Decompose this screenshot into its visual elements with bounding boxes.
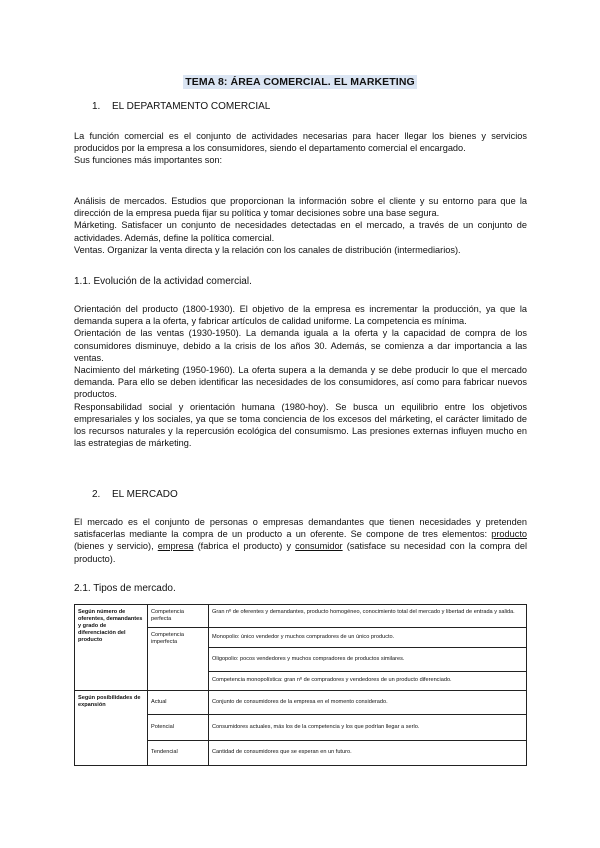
function-item: Márketing. Satisfacer un conjunto de necesidades detectadas en el mercado, a través de un conjunto de actividades. Además, define la política comercial. (74, 220, 527, 243)
element-consumidor: consumidor (295, 541, 343, 552)
page-title: TEMA 8: ÁREA COMERCIAL. EL MARKETING (185, 76, 415, 88)
subsection-1-1-heading: 1.1. Evolución de la actividad comercial. (74, 276, 252, 287)
table-label-cell: Potencial (148, 715, 209, 741)
table-label-cell: Competencia imperfecta (148, 628, 209, 691)
table-label-cell: Actual (148, 691, 209, 715)
element-empresa: empresa (157, 541, 194, 552)
table-desc-cell: Monopolio: único vendedor y muchos compradores de un único producto. (209, 628, 527, 648)
table-desc-cell: Cantidad de consumidores que se esperan en un futuro. (209, 741, 527, 766)
element-producto: producto (491, 529, 527, 540)
functions-lead: Sus funciones más importantes son: (74, 155, 223, 166)
table-desc-cell: Competencia monopolística: gran nº de compradores y vendedores de un producto diferenciado. (209, 672, 527, 691)
market-types-table (74, 604, 527, 766)
table-row (75, 691, 527, 715)
table-desc-cell: Oligopolio: pocos vendedores y muchos compradores de productos similares. (209, 648, 527, 672)
table-group-cell: Según número de oferentes, demandantes y grado de diferenciación del producto (75, 605, 148, 691)
table-desc-cell: Conjunto de consumidores de la empresa en el momento considerado. (209, 691, 527, 715)
section-2-heading (92, 489, 178, 500)
functions-list (74, 195, 527, 256)
section-1-heading (92, 101, 270, 112)
intro-block (74, 130, 527, 167)
section-2-title: EL MERCADO (112, 489, 178, 500)
table-desc-cell: Gran nº de oferentes y demandantes, producto homogéneo, conocimiento total del mercado y libertad de entrada y salida. (209, 605, 527, 628)
subsection-2-1-heading: 2.1. Tipos de mercado. (74, 583, 176, 594)
section-1-number: 1. (92, 101, 101, 112)
function-item: Análisis de mercados. Estudios que proporcionan la información sobre el cliente y su entorno para que la dirección de la empresa pueda fijar su política y tomar decisiones sobre una base segura. (74, 196, 527, 219)
evolution-list (74, 303, 527, 449)
evolution-item: Orientación de las ventas (1930-1950). La demanda iguala a la oferta y la capacidad de compra de los consumidores disminuye, debido a la crisis de los años 30. Además, se comienza a dar importancia a las ventas. (74, 328, 527, 363)
section-2-number: 2. (92, 489, 101, 500)
evolution-item: Responsabilidad social y orientación humana (1980-hoy). Se busca un equilibrio entre los objetivos empresariales y los sociales, ya que se toma conciencia de los excesos del márketing, el carácter limitado de los recursos naturales y la repercusión ecológica del consumismo. Las presiones externas influyen mucho en las estrategias de márketing. (74, 401, 527, 449)
table-label-cell: Competencia perfecta (148, 605, 209, 628)
evolution-item: Nacimiento del márketing (1950-1960). La oferta supera a la demanda y se debe producir lo que el mercado demanda. Para ello se deben identificar las necesidades de los consumidores, así como para fabricar nuevos productos. (74, 365, 527, 400)
table-label-cell: Tendencial (148, 741, 209, 766)
evolution-item: Orientación del producto (1800-1930). El objetivo de la empresa es incrementar la producción, ya que la demanda supera a la oferta, y fabricar artículos de calidad uniforme. La competencia es mínima. (74, 304, 527, 327)
intro-paragraph: La función comercial es el conjunto de actividades necesarias para hacer llegar los bienes y servicios producidos por la empresa a los consumidores, siendo el departamento comercial el encargado. (74, 131, 527, 154)
function-item: Ventas. Organizar la venta directa y la relación con los canales de distribución (intermediarios). (74, 244, 461, 255)
table-desc-cell: Consumidores actuales, más los de la competencia y los que podrían llegar a serlo. (209, 715, 527, 741)
table-row (75, 605, 527, 628)
section-1-title: EL DEPARTAMENTO COMERCIAL (112, 101, 271, 112)
market-paragraph: El mercado es el conjunto de personas o empresas demandantes que tienen necesidades y pretenden satisfacerlas mediante la compra de un producto a un oferente. Se compone de tres elementos: producto (bienes y servicio), empresa (fabrica el producto) y consumidor (satisface su necesidad con la compra del producto). (74, 517, 527, 564)
table-group-cell: Según posibilidades de expansión (75, 691, 148, 766)
